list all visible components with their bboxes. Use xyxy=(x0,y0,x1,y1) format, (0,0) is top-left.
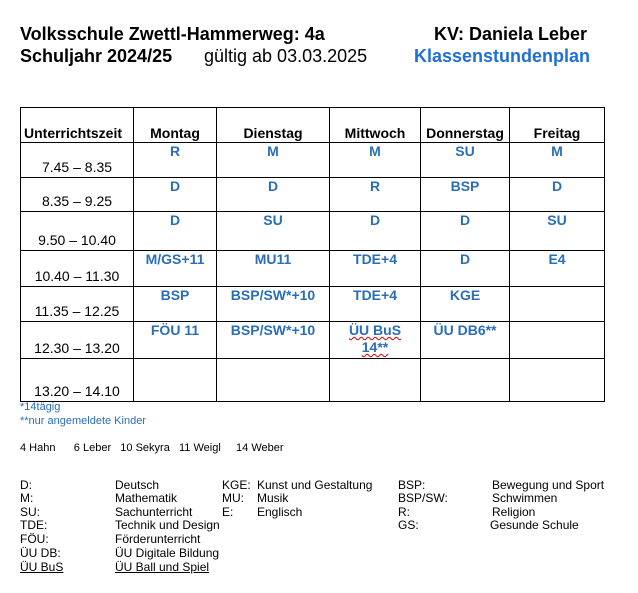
legend-abbr: ÜU BuS xyxy=(20,560,64,574)
legend-abbr: ÜU DB: xyxy=(20,546,61,560)
lesson-cell: ÜU BuS 14** xyxy=(330,322,421,359)
lesson-cell: D xyxy=(134,178,217,212)
lesson-cell: KGE xyxy=(421,287,510,322)
legend-full: Religion xyxy=(492,505,536,519)
legend-full: Bewegung und Sport xyxy=(492,478,605,492)
school-year: Schuljahr 2024/25 xyxy=(20,46,173,66)
lesson-cell xyxy=(217,359,330,402)
header-time: Unterrichtszeit xyxy=(21,108,134,143)
table-row xyxy=(21,212,605,251)
lesson-cell: D xyxy=(421,251,510,287)
table-row xyxy=(21,287,605,322)
legend-abbr: GS: xyxy=(398,518,419,532)
table-row xyxy=(21,143,605,178)
lesson-cell xyxy=(510,322,605,359)
time-slot: 11.35 – 12.25 xyxy=(21,287,134,322)
legend-full: Förderunterricht xyxy=(115,532,201,546)
table-row xyxy=(21,359,605,402)
table-row xyxy=(21,251,605,287)
note-biweekly: *14tägig xyxy=(20,401,61,413)
lesson-cell: BSP/SW*+10 xyxy=(217,287,330,322)
lesson-cell: M xyxy=(510,143,605,178)
lesson-cell: R xyxy=(134,143,217,178)
lesson-cell: R xyxy=(330,178,421,212)
legend-abbr: BSP/SW: xyxy=(398,491,448,505)
table-row xyxy=(21,178,605,212)
header-thursday: Donnerstag xyxy=(421,108,510,143)
lesson-cell: M/GS+11 xyxy=(134,251,217,287)
header-tuesday: Dienstag xyxy=(217,108,330,143)
lesson-cell: SU xyxy=(421,143,510,178)
lesson-cell: TDE+4 xyxy=(330,287,421,322)
valid-from: gültig ab 03.03.2025 xyxy=(204,46,368,66)
school-title: Volksschule Zwettl-Hammerweg: 4a xyxy=(20,24,325,44)
lesson-cell: D xyxy=(510,178,605,212)
lesson-cell: M xyxy=(330,143,421,178)
lesson-cell xyxy=(421,359,510,402)
lesson-cell: SU xyxy=(217,212,330,251)
lesson-cell: D xyxy=(217,178,330,212)
lesson-cell: SU xyxy=(510,212,605,251)
time-slot: 7.45 – 8.35 xyxy=(21,143,134,178)
lesson-cell: D xyxy=(134,212,217,251)
note-registered: **nur angemeldete Kinder xyxy=(20,415,146,427)
lesson-cell: FÖU 11 xyxy=(134,322,217,359)
time-slot: 10.40 – 11.30 xyxy=(21,251,134,287)
header-monday: Montag xyxy=(134,108,217,143)
time-slot: 13.20 – 14.10 xyxy=(21,359,134,402)
legend-full: Englisch xyxy=(257,505,303,519)
plan-title: Klassenstundenplan xyxy=(414,46,591,66)
legend-abbr: FÖU: xyxy=(20,532,49,546)
lesson-cell: TDE+4 xyxy=(330,251,421,287)
time-slot: 8.35 – 9.25 xyxy=(21,178,134,212)
lesson-cell: BSP xyxy=(421,178,510,212)
lesson-cell: D xyxy=(421,212,510,251)
lesson-cell: ÜU DB6** xyxy=(421,322,510,359)
legend-full: Schwimmen xyxy=(492,491,558,505)
legend-abbr: KGE: xyxy=(222,478,251,492)
timetable xyxy=(20,107,605,402)
legend-abbr: MU: xyxy=(222,491,244,505)
time-slot: 12.30 – 13.20 xyxy=(21,322,134,359)
lesson-cell xyxy=(510,287,605,322)
legend-full: Technik und Design xyxy=(115,518,220,532)
lesson-cell: MU11 xyxy=(217,251,330,287)
lesson-cell: D xyxy=(330,212,421,251)
lesson-cell xyxy=(330,359,421,402)
time-slot: 9.50 – 10.40 xyxy=(21,212,134,251)
legend-full: ÜU Digitale Bildung xyxy=(115,546,220,560)
lesson-cell: BSP/SW*+10 xyxy=(217,322,330,359)
legend-abbr: SU: xyxy=(20,505,41,519)
legend-full: Gesunde Schule xyxy=(490,518,579,532)
legend-full: Mathematik xyxy=(115,491,178,505)
legend-full: Sachunterricht xyxy=(115,505,193,519)
legend-abbr: R: xyxy=(398,505,410,519)
legend-full: Deutsch xyxy=(115,478,160,492)
legend-full: Kunst und Gestaltung xyxy=(257,478,373,492)
timetable-header-row xyxy=(21,108,605,143)
lesson-cell xyxy=(134,359,217,402)
teacher-list: 4 Hahn 6 Leber 10 Sekyra 11 Weigl 14 Weber xyxy=(20,442,284,454)
legend-full: Musik xyxy=(257,491,289,505)
legend-abbr: E: xyxy=(222,505,234,519)
lesson-cell: BSP xyxy=(134,287,217,322)
table-row xyxy=(21,322,605,359)
header-friday: Freitag xyxy=(510,108,605,143)
header-wednesday: Mittwoch xyxy=(330,108,421,143)
lesson-cell: E4 xyxy=(510,251,605,287)
legend-abbr: D: xyxy=(20,478,32,492)
legend-abbr: BSP: xyxy=(398,478,426,492)
class-teacher: KV: Daniela Leber xyxy=(434,24,588,44)
lesson-cell xyxy=(510,359,605,402)
legend-abbr: M: xyxy=(20,491,34,505)
legend-full: ÜU Ball und Spiel xyxy=(115,560,210,574)
legend-abbr: TDE: xyxy=(20,518,48,532)
lesson-cell: M xyxy=(217,143,330,178)
